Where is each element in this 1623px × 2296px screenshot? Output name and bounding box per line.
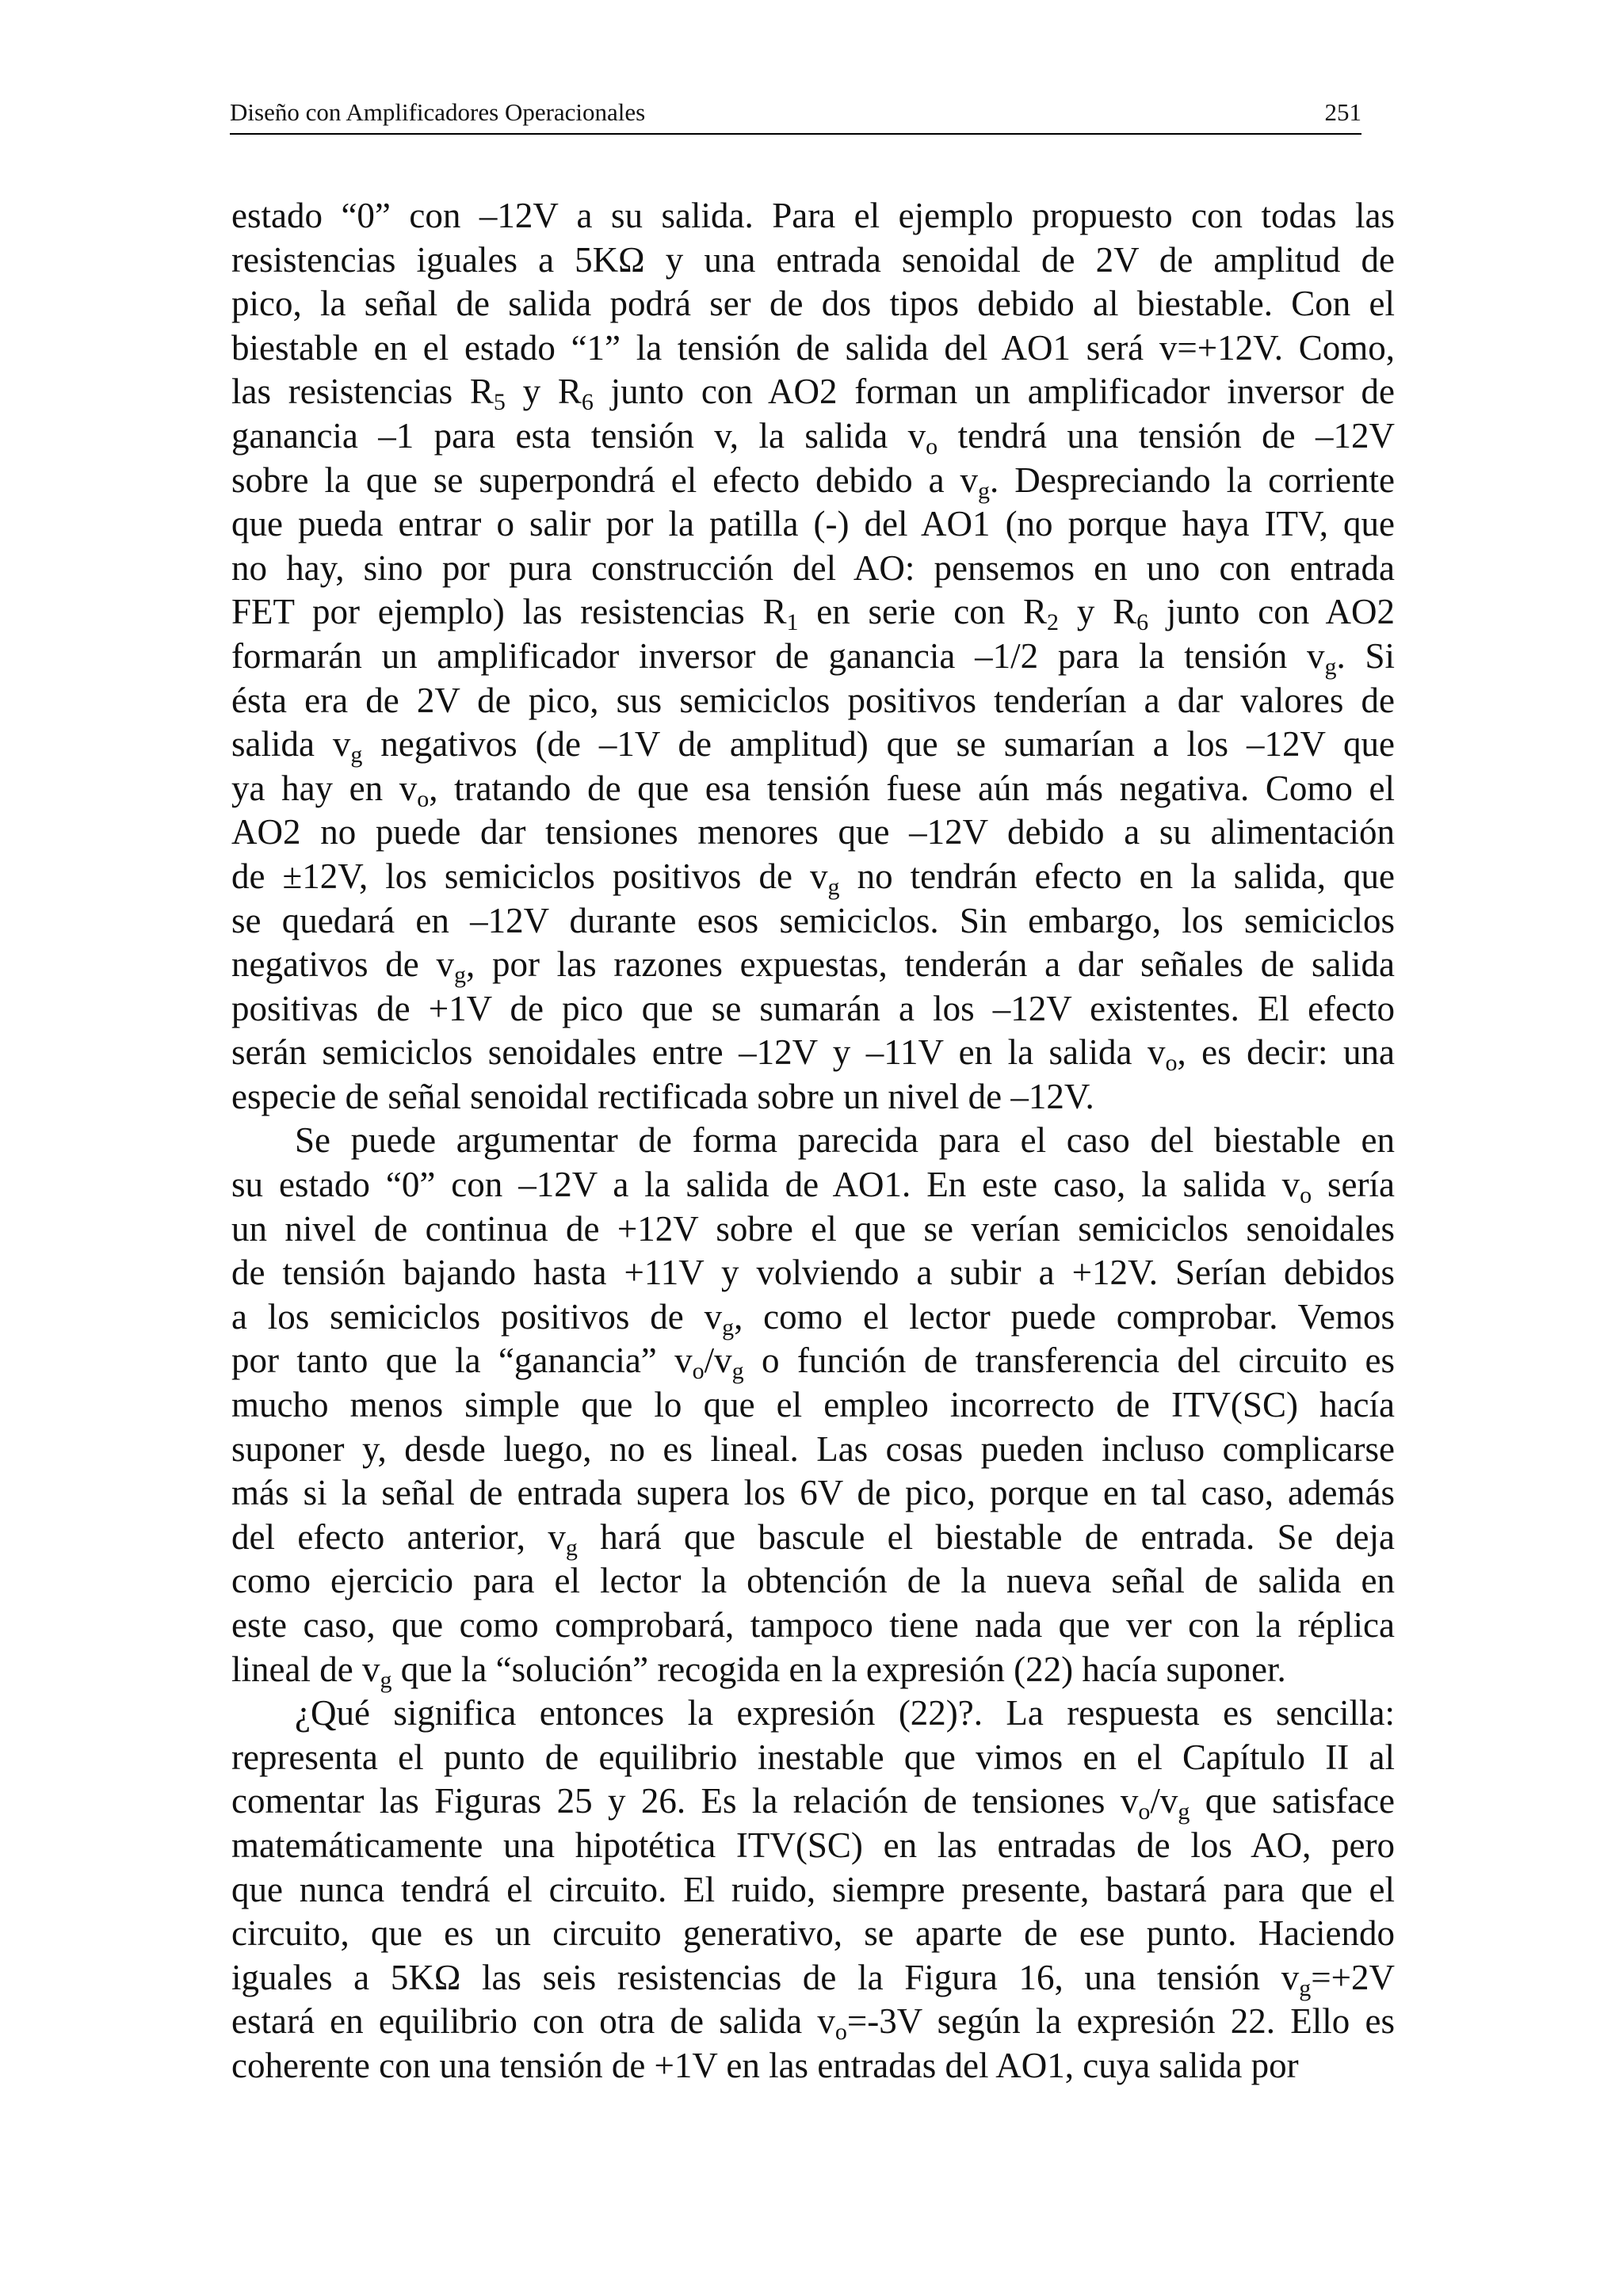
body-line: se quedará en –12V durante esos semiciclos. Sin embargo, los semiciclos (231, 900, 1395, 940)
body-line: iguales a 5KΩ las seis resistencias de la Figura 16, una tensión $v_g=+2V$ (231, 1957, 1395, 2001)
body-text (231, 194, 1395, 2088)
body-line: del efecto anterior, $v_g$ hará que bascule el biestable de entrada. Se deja (231, 1516, 1395, 1561)
body-line: FET por ejemplo) las resistencias $R_1$ en serie con $R_2$ y $R_6$ junto con AO2 (231, 592, 1395, 636)
body-line: biestable en el estado “1” la tensión de salida del AO1 será v=+12V. Como, (231, 327, 1395, 368)
body-line: Se puede argumentar de forma parecida para el caso del biestable en (295, 1120, 1395, 1161)
body-line: positivas de +1V de pico que se sumarán a los –12V existentes. El efecto (231, 988, 1395, 1028)
body-line: formarán un amplificador inversor de ganancia –1/2 para la tensión $v_g$. Si (231, 635, 1396, 680)
body-line: salida $v_g$ negativos (de –1V de amplitud) que se sumarían a los –12V que (231, 724, 1395, 769)
page-number: 251 (1324, 98, 1361, 126)
body-line: de ±12V, los semiciclos positivos de $v_g$ no tendrán efecto en la salida, que (231, 856, 1396, 900)
body-line: matemáticamente una hipotética ITV(SC) en las entradas de los AO, pero (231, 1825, 1395, 1865)
body-line: sobre la que se superpondrá el efecto debido a $v_g$. Despreciando la corriente (231, 460, 1395, 504)
body-line: estado “0” con –12V a su salida. Para el ejemplo propuesto con todas las (231, 196, 1395, 235)
body-line: estará en equilibrio con otra de salida $v_o=-3V$ según la expresión 22. Ello es (231, 2001, 1395, 2046)
body-line: lineal de $v_g$ que la “solución” recogida en la expresión (22) hacía suponer. (231, 1649, 1286, 1693)
body-line: su estado “0” con –12V a la salida de AO1. En este caso, la salida $v_o$ sería (231, 1165, 1395, 1209)
body-line: que nunca tendrá el circuito. El ruido, siempre presente, bastará para que el (231, 1869, 1395, 1909)
body-line: negativos de $v_g$, por las razones expuestas, tenderán a dar señales de salida (231, 944, 1395, 989)
body-line: ya hay en $v_o$, tratando de que esa tensión fuese aún más negativa. Como el (231, 768, 1396, 812)
body-line: que pueda entrar o salir por la patilla (-) del AO1 (no porque haya ITV, que (231, 504, 1395, 544)
body-line: por tanto que la “ganancia” $v_o/v_g$ o función de transferencia del circuito es (231, 1341, 1395, 1385)
body-line: AO2 no puede dar tensiones menores que –12V debido a su alimentación (231, 812, 1395, 852)
body-line: ésta era de 2V de pico, sus semiciclos positivos tenderían a dar valores de (231, 680, 1395, 720)
header-title: Diseño con Amplificadores Operacionales (230, 98, 646, 126)
body-line: resistencias iguales a 5KΩ y una entrada senoidal de 2V de amplitud de (231, 239, 1395, 280)
body-line: ganancia –1 para esta tensión v, la salida $v_o$ tendrá una tensión de –12V (231, 415, 1395, 460)
body-line: no hay, sino por pura construcción del AO: pensemos en uno con entrada (231, 547, 1395, 588)
body-line: pico, la señal de salida podrá ser de dos tipos debido al biestable. Con el (231, 284, 1395, 324)
body-line: este caso, que como comprobará, tampoco tiene nada que ver con la réplica (231, 1605, 1395, 1645)
body-line: las resistencias $R_5$ y $R_6$ junto con AO2 forman un amplificador inversor de (231, 372, 1395, 416)
body-line: comentar las Figuras 25 y 26. Es la relación de tensiones $v_o/v_g$ que satisface (231, 1781, 1395, 1825)
body-line: a los semiciclos positivos de $v_g$, como el lector puede comprobar. Vemos (231, 1296, 1395, 1341)
body-line: coherente con una tensión de +1V en las entradas del AO1, cuya salida por (231, 2045, 1299, 2085)
body-line: de tensión bajando hasta +11V y volviendo a subir a +12V. Serían debidos (231, 1253, 1395, 1293)
body-line: un nivel de continua de +12V sobre el que se verían semiciclos senoidales (231, 1208, 1395, 1249)
body-line: serán semiciclos senoidales entre –12V y –11V en la salida $v_o$, es decir: una (231, 1032, 1395, 1077)
body-line: como ejercicio para el lector la obtención de la nueva señal de salida en (231, 1561, 1395, 1601)
body-line: mucho menos simple que lo que el empleo incorrecto de ITV(SC) hacía (231, 1385, 1395, 1425)
body-line: especie de señal senoidal rectificada sobre un nivel de –12V. (231, 1076, 1094, 1116)
body-line: circuito, que es un circuito generativo, se aparte de ese punto. Haciendo (231, 1913, 1395, 1954)
body-line: más si la señal de entrada supera los 6V de pico, porque en tal caso, además (231, 1473, 1395, 1513)
body-line: representa el punto de equilibrio inestable que vimos en el Capítulo II al (231, 1737, 1395, 1777)
running-header (230, 97, 1361, 135)
body-line: suponer y, desde luego, no es lineal. Las cosas pueden incluso complicarse (231, 1428, 1395, 1469)
body-line: ¿Qué significa entonces la expresión (22)?. La respuesta es sencilla: (295, 1693, 1395, 1733)
